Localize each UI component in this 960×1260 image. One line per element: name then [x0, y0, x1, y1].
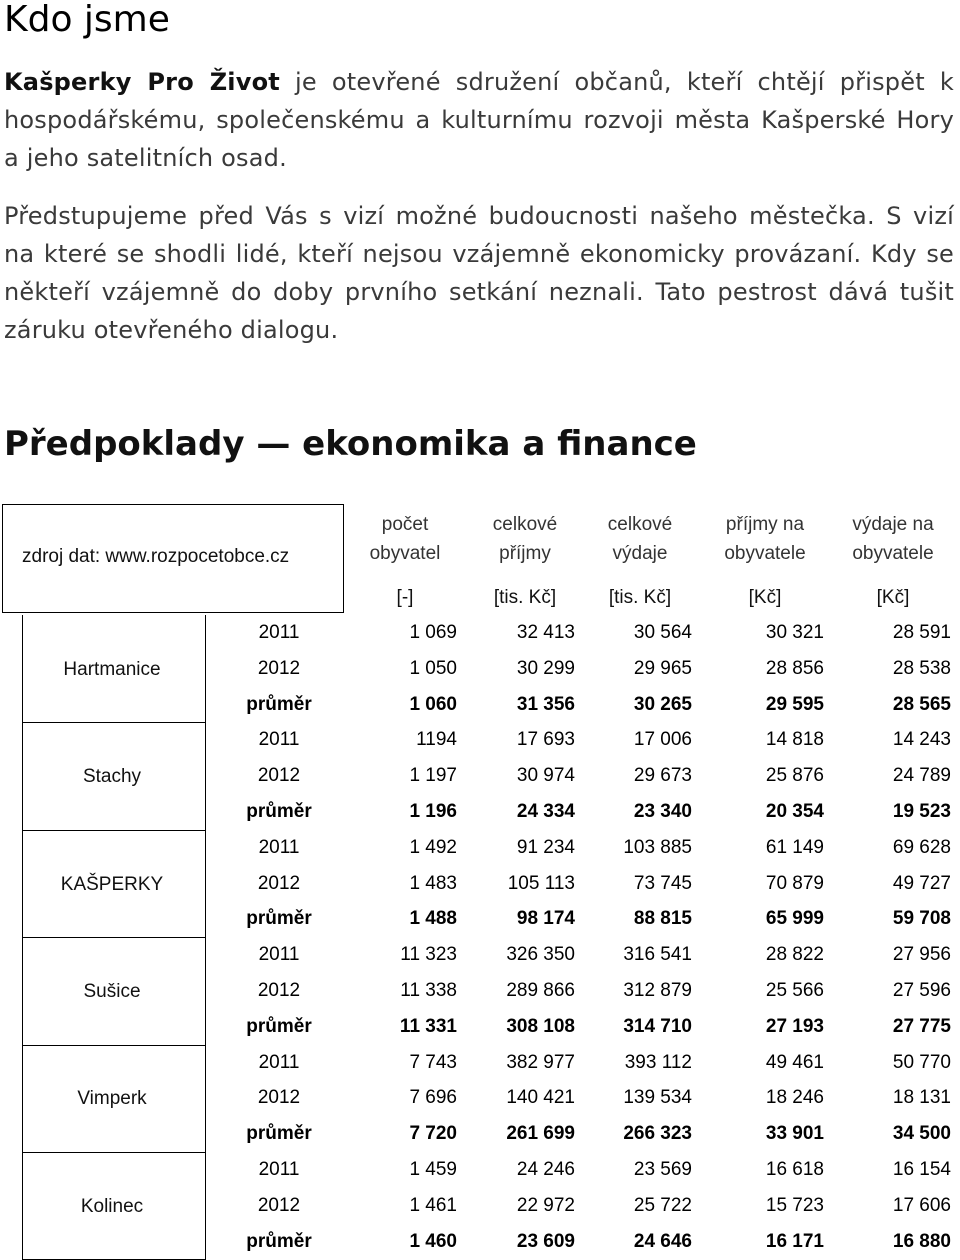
table-cell-value: 1 197 [409, 765, 457, 787]
table-cell-value: 49 461 [765, 1051, 824, 1073]
column-header-line1: výdaje na [852, 514, 934, 535]
town-border-right [205, 1152, 206, 1259]
column-header-line2: obyvatel [369, 543, 441, 564]
intro-text: je otevřené sdružení občanů, kteří chtějí přispět k hospodářskému, společenskému a kulturnímu rozvoji města Kašperské Hory a jeho satelitních osad. [4, 68, 954, 172]
table-cell-value: 16 171 [765, 1230, 824, 1252]
column-header [695, 510, 835, 568]
town-name: Vimperk [77, 1088, 147, 1110]
table-cell-value: 17 693 [516, 729, 575, 751]
town-border-right [205, 1045, 206, 1152]
table-cell-value: 73 745 [633, 872, 692, 894]
table-cell-value: 326 350 [506, 944, 575, 966]
table-cell-value: 1 461 [409, 1194, 457, 1216]
table-cell-value: 140 421 [506, 1087, 575, 1109]
table-cell-value: 18 131 [892, 1087, 951, 1109]
table-cell-value: 16 618 [765, 1159, 824, 1180]
table-cell-value: 139 534 [623, 1087, 692, 1109]
table-cell-value: 18 246 [765, 1087, 824, 1109]
table-border-right [343, 504, 344, 613]
table-cell-value: 59 708 [892, 908, 951, 930]
column-header [823, 510, 960, 568]
year-label: 2011 [258, 622, 300, 643]
table-cell-value: 1 492 [409, 836, 457, 858]
year-label: 2011 [258, 1051, 300, 1073]
town-name: Kolinec [80, 1195, 144, 1217]
town-border-bottom [22, 1152, 206, 1153]
table-cell-value: 27 956 [892, 944, 951, 966]
table-cell-value: 11 338 [400, 980, 457, 1001]
table-cell-value: 24 246 [516, 1159, 575, 1180]
table-cell-value: 29 965 [633, 657, 692, 679]
column-header-line2: výdaje [612, 543, 668, 564]
table-cell-value: 308 108 [506, 1015, 575, 1037]
table-cell-value: 30 321 [765, 622, 824, 643]
table-cell-value: 23 340 [633, 801, 692, 822]
table-cell-value: 312 879 [623, 980, 692, 1001]
column-unit: [tis. Kč] [493, 587, 557, 608]
table-cell-value: 28 856 [765, 657, 824, 679]
table-cell-value: 1194 [416, 729, 457, 751]
table-cell-value: 69 628 [892, 836, 951, 858]
table-cell-value: 28 565 [892, 693, 951, 715]
table-cell-value: 61 149 [765, 836, 824, 858]
town-name: Stachy [82, 766, 142, 788]
column-unit: [Kč] [748, 587, 782, 608]
table-cell-value: 50 770 [892, 1051, 951, 1073]
town-border-bottom [22, 830, 206, 831]
table-border-bottom [2, 612, 344, 613]
table-cell-value: 30 974 [516, 765, 575, 787]
column-header-line1: počet [381, 514, 429, 535]
table-cell-value: 1 459 [409, 1159, 457, 1180]
town-name: Sušice [83, 981, 141, 1002]
column-unit: [-] [396, 587, 414, 608]
town-name: KAŠPERKY [60, 873, 164, 895]
column-header-line1: příjmy na [725, 514, 805, 535]
table-cell-value: 266 323 [623, 1123, 692, 1145]
average-label: průměr [246, 693, 312, 715]
year-label: 2011 [258, 836, 300, 858]
table-cell-value: 16 880 [892, 1230, 951, 1252]
table-cell-value: 105 113 [507, 872, 575, 894]
table-cell-value: 23 609 [516, 1230, 575, 1252]
column-header [570, 510, 710, 568]
table-cell-value: 30 564 [633, 622, 692, 643]
table-cell-value: 11 331 [399, 1015, 457, 1037]
table-cell-value: 27 193 [765, 1015, 824, 1037]
table-cell-value: 7 720 [409, 1123, 457, 1145]
table-cell-value: 103 885 [623, 836, 692, 858]
year-label: 2011 [258, 729, 300, 751]
town-name: Hartmanice [63, 658, 161, 680]
table-cell-value: 17 006 [633, 729, 692, 751]
table-cell-value: 11 323 [400, 944, 457, 966]
table-border-top [2, 504, 344, 505]
table-cell-value: 7 743 [409, 1051, 457, 1073]
table-cell-value: 316 541 [623, 944, 692, 966]
table-cell-value: 1 488 [409, 908, 457, 930]
table-cell-value: 14 243 [892, 729, 951, 751]
table-cell-value: 28 538 [892, 657, 951, 679]
table-cell-value: 23 569 [633, 1159, 692, 1180]
table-cell-value: 24 789 [892, 765, 951, 787]
table-cell-value: 24 646 [633, 1230, 692, 1252]
year-label: 2012 [257, 765, 301, 787]
table-cell-value: 314 710 [623, 1015, 692, 1037]
page-heading: Kdo jsme [4, 0, 170, 40]
town-border-bottom [22, 1045, 206, 1046]
table-cell-value: 7 696 [409, 1087, 457, 1109]
year-label: 2011 [258, 944, 300, 966]
table-cell-value: 49 727 [892, 872, 951, 894]
table-cell-value: 91 234 [516, 836, 575, 858]
table-cell-value: 28 822 [765, 944, 824, 966]
table-cell-value: 29 595 [765, 693, 824, 715]
table-cell-value: 24 334 [516, 801, 575, 822]
table-cell-value: 1 460 [409, 1230, 457, 1252]
column-header-line1: celkové [607, 514, 673, 535]
vision-paragraph: Předstupujeme před Vás s vizí možné budoucnosti našeho městečka. S vizí na které se shodli lidé, kteří nejsou vzájemně ekonomicky provázaní. Kdy se někteří vzájemně do doby prvního setkání neznali. Tato pestrost dává tušit záruku otevřeného dialogu. [4, 202, 954, 344]
column-unit: [tis. Kč] [608, 587, 672, 608]
column-unit: [Kč] [876, 587, 910, 608]
table-cell-value: 27 775 [892, 1015, 951, 1037]
column-header-line2: příjmy [499, 543, 551, 564]
table-cell-value: 27 596 [892, 980, 951, 1001]
column-header [335, 510, 475, 568]
table-cell-value: 15 723 [765, 1194, 824, 1216]
table-cell-value: 19 523 [892, 801, 951, 822]
table-cell-value: 31 356 [516, 693, 575, 715]
table-cell-value: 17 606 [892, 1194, 951, 1216]
table-cell-value: 70 879 [765, 872, 824, 894]
table-cell-value: 1 050 [409, 657, 457, 679]
year-label: 2012 [257, 872, 301, 894]
data-source-label: zdroj dat: www.rozpocetobce.cz [22, 546, 290, 567]
table-cell-value: 382 977 [506, 1051, 575, 1073]
table-cell-value: 1 483 [409, 872, 457, 894]
table-cell-value: 16 154 [892, 1159, 951, 1180]
table-cell-value: 289 866 [506, 980, 575, 1001]
average-label: průměr [246, 908, 312, 930]
average-label: průměr [246, 801, 312, 822]
org-name: Kašperky Pro Život [4, 68, 280, 96]
table-cell-value: 30 265 [633, 693, 692, 715]
year-label: 2012 [257, 657, 301, 679]
table-cell-value: 14 818 [765, 729, 824, 751]
table-cell-value: 65 999 [765, 908, 824, 930]
column-header-line2: obyvatele [724, 543, 806, 564]
town-border-right [205, 615, 206, 722]
table-cell-value: 29 673 [633, 765, 692, 787]
table-cell-value: 25 566 [765, 980, 824, 1001]
section-heading: Předpoklady — ekonomika a finance [4, 424, 697, 464]
table-cell-value: 88 815 [633, 908, 692, 930]
year-label: 2012 [257, 1194, 301, 1216]
table-cell-value: 1 060 [409, 693, 457, 715]
average-label: průměr [246, 1015, 312, 1037]
table-cell-value: 25 876 [765, 765, 824, 787]
year-label: 2012 [257, 1087, 301, 1109]
average-label: průměr [246, 1230, 312, 1252]
year-label: 2012 [257, 980, 301, 1001]
table-cell-value: 34 500 [892, 1123, 951, 1145]
column-header-line1: celkové [492, 514, 558, 535]
table-cell-value: 20 354 [765, 801, 824, 822]
column-header-line2: obyvatele [852, 543, 934, 564]
table-cell-value: 1 196 [409, 801, 457, 822]
table-cell-value: 393 112 [624, 1051, 692, 1073]
town-border-right [205, 830, 206, 937]
year-label: 2011 [258, 1159, 300, 1180]
table-cell-value: 22 972 [516, 1194, 575, 1216]
table-cell-value: 25 722 [633, 1194, 692, 1216]
town-border-bottom [22, 722, 206, 723]
town-border-right [205, 937, 206, 1044]
table-cell-value: 30 299 [516, 657, 575, 679]
table-border-left [2, 504, 3, 613]
table-cell-value: 28 591 [892, 622, 951, 643]
town-border-bottom [22, 937, 206, 938]
table-cell-value: 261 699 [506, 1123, 575, 1145]
table-cell-value: 1 069 [409, 622, 457, 643]
table-cell-value: 98 174 [516, 908, 575, 930]
town-border-right [205, 722, 206, 829]
table-cell-value: 32 413 [516, 622, 575, 643]
average-label: průměr [246, 1123, 312, 1145]
table-cell-value: 33 901 [765, 1123, 824, 1145]
